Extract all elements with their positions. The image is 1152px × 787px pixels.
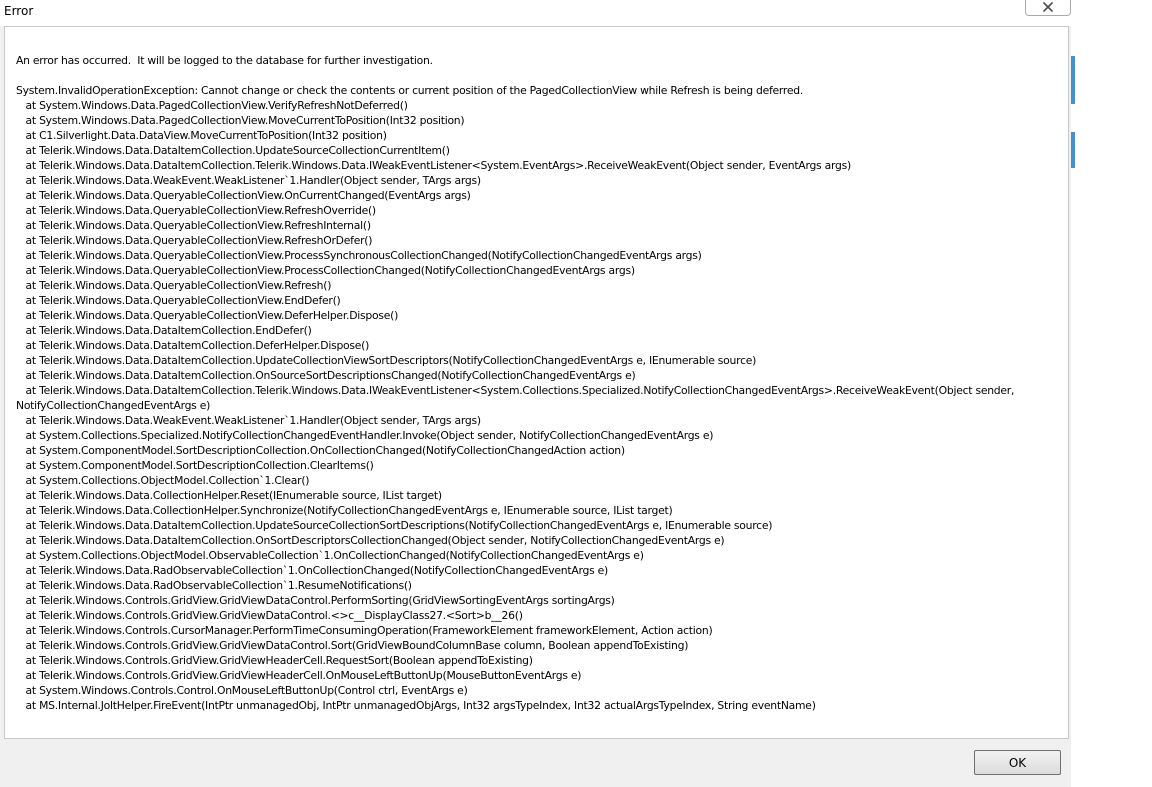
button-bar [0,739,1071,787]
error-message-text: An error has occurred. It will be logged to the database for further investigation. System.InvalidOperationException: Cannot change or check the contents or current position of the PagedCollectionView while Refresh is being deferred. at System.Windows.Data.PagedCollectionView.VerifyRefreshNotDeferred() at System.Windows.Data.PagedCollectionView.MoveCurrentToPosition(Int32 position) at C1.Silverlight.Data.DataView.MoveCurrentToPosition(Int32 position) at Telerik.Windows.Data.DataItemCollection.UpdateSourceCollectionCurrentItem() at Telerik.Windows.Data.DataItemCollection.Telerik.Windows.Data.IWeakEventListener<System.EventArgs>.ReceiveWeakEvent(Object sender, EventArgs args) at Telerik.Windows.Data.WeakEvent.WeakListener`1.Handler(Object sender, TArgs args) at Telerik.Windows.Data.QueryableCollectionView.OnCurrentChanged(EventArgs args) at Telerik.Windows.Data.QueryableCollectionView.RefreshOverride() at Telerik.Windows.Data.QueryableCollectionView.RefreshInternal() at Telerik.Windows.Data.QueryableCollectionView.RefreshOrDefer() at Telerik.Windows.Data.QueryableCollectionView.ProcessSynchronousCollectionChanged(NotifyCollectionChangedEventArgs args) at Telerik.Windows.Data.QueryableCollectionView.ProcessCollectionChanged(NotifyCollectionChangedEventArgs args) at Telerik.Windows.Data.QueryableCollectionView.Refresh() at Telerik.Windows.Data.QueryableCollectionView.EndDefer() at Telerik.Windows.Data.QueryableCollectionView.DeferHelper.Dispose() at Telerik.Windows.Data.DataItemCollection.EndDefer() at Telerik.Windows.Data.DataItemCollection.DeferHelper.Dispose() at Telerik.Windows.Data.DataItemCollection.UpdateCollectionViewSortDescriptors(NotifyCollectionChangedEventArgs e, IEnumerable source) at Telerik.Windows.Data.DataItemCollection.OnSourceSortDescriptionsChanged(NotifyCollectionChangedEventArgs e) at Telerik.Windows.Data.DataItemCollection.Telerik.Windows.Data.IWeakEventListener<System.Collections.Specialized.NotifyCollectionChangedEventArgs>.ReceiveWeakEvent(Object sender, NotifyCollectionChangedEventArgs e) at Telerik.Windows.Data.WeakEvent.WeakListener`1.Handler(Object sender, TArgs args) at System.Collections.Specialized.NotifyCollectionChangedEventHandler.Invoke(Object sender, NotifyCollectionChangedEventArgs e) at System.ComponentModel.SortDescriptionCollection.OnCollectionChanged(NotifyCollectionChangedAction action) at System.ComponentModel.SortDescriptionCollection.ClearItems() at System.Collections.ObjectModel.Collection`1.Clear() at Telerik.Windows.Data.CollectionHelper.Reset(IEnumerable source, IList target) at Telerik.Windows.Data.CollectionHelper.Synchronize(NotifyCollectionChangedEventArgs e, IEnumerable source, IList target) at Telerik.Windows.Data.DataItemCollection.UpdateSourceCollectionSortDescriptions(NotifyCollectionChangedEventArgs e, IEnumerable source) at Telerik.Windows.Data.DataItemCollection.OnSortDescriptorsCollectionChanged(Object sender, NotifyCollectionChangedEventArgs e) at System.Collections.ObjectModel.ObservableCollection`1.OnCollectionChanged(NotifyCollectionChangedEventArgs e) at Telerik.Windows.Data.RadObservableCollection`1.OnCollectionChanged(NotifyCollectionChangedEventArgs e) at Telerik.Windows.Data.RadObservableCollection`1.ResumeNotifications() at Telerik.Windows.Controls.GridView.GridViewDataControl.PerformSorting(GridViewSortingEventArgs sortingArgs) at Telerik.Windows.Controls.GridView.GridViewDataControl.<>c__DisplayClass27.<Sort>b__26() at Telerik.Windows.Controls.CursorManager.PerformTimeConsumingOperation(FrameworkElement frameworkElement, Action action) at Telerik.Windows.Controls.GridView.GridViewDataControl.Sort(GridViewBoundColumnBase column, Boolean appendToExisting) at Telerik.Windows.Controls.GridView.GridViewHeaderCell.RequestSort(Boolean appendToExisting) at Telerik.Windows.Controls.GridView.GridViewHeaderCell.OnMouseLeftButtonUp(MouseButtonEventArgs e) at System.Windows.Controls.Control.OnMouseLeftButtonUp(Control ctrl, EventArgs e) at MS.Internal.JoltHelper.FireEvent(IntPtr unmanagedObj, IntPtr unmanagedObjArgs, Int32 argsTypeIndex, Int32 actualArgsTypeIndex, String eventName) [16,54,1015,712]
background-window-edge [1071,56,1075,104]
background-window-edge [1071,132,1075,168]
title-bar[interactable] [0,0,1071,26]
window-title: Error [4,4,34,18]
message-area[interactable] [4,26,1069,739]
close-x-icon [1042,2,1054,12]
close-button[interactable] [1025,0,1071,16]
ok-button[interactable]: OK [974,750,1061,775]
background-edge [1071,0,1152,787]
